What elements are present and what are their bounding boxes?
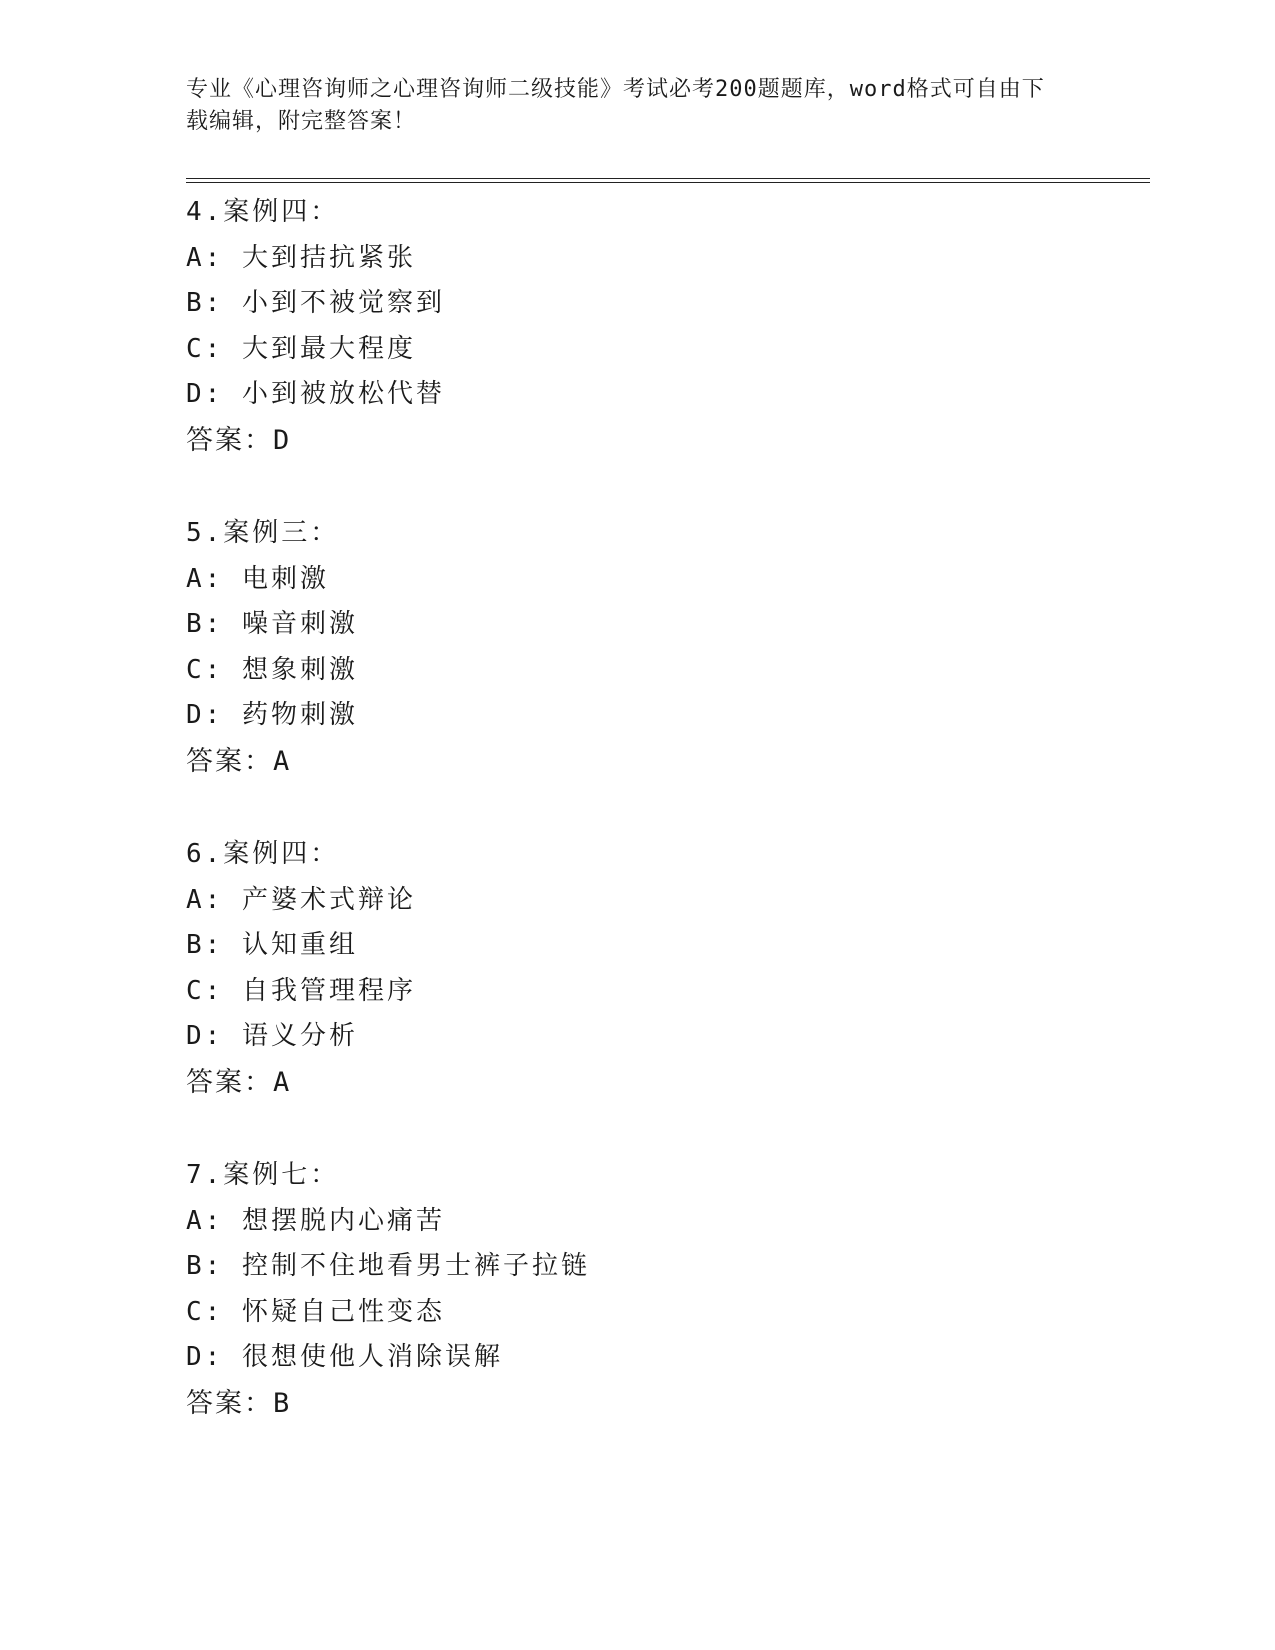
question-title: 6.案例四： [186, 839, 340, 869]
option-d: D: 小到被放松代替 [186, 379, 445, 409]
option-d: D: 语义分析 [186, 1021, 358, 1051]
question-title: 5.案例三： [186, 518, 340, 548]
header-divider-bottom [186, 182, 1150, 183]
option-d: D: 药物刺激 [186, 700, 358, 730]
answer-line [186, 1381, 1150, 1427]
answer-line [186, 418, 1150, 464]
answer-value: D [273, 424, 292, 456]
question-item [186, 511, 1150, 784]
question-item [186, 190, 1150, 463]
question-item [186, 832, 1150, 1105]
answer-value: A [273, 1066, 292, 1098]
answer-line [186, 1060, 1150, 1106]
option-a: A: 电刺激 [186, 563, 329, 594]
header-divider-top [186, 178, 1150, 179]
intro-paragraph: 专业《心理咨询师之心理咨询师二级技能》考试必考200题题库，word格式可自由下载编辑，附完整答案！ [186, 77, 1045, 134]
option-b: B: 噪音刺激 [186, 609, 358, 639]
option-b: B: 控制不住地看男士裤子拉链 [186, 1251, 590, 1281]
option-a: A: 产婆术式辩论 [186, 884, 416, 915]
option-a: A: 想摆脱内心痛苦 [186, 1205, 445, 1236]
option-c: C: 想象刺激 [186, 654, 358, 685]
option-c: C: 大到最大程度 [186, 333, 416, 364]
option-b: B: 小到不被觉察到 [186, 288, 445, 318]
question-list [186, 190, 1150, 1474]
option-a: A: 大到拮抗紧张 [186, 242, 416, 273]
answer-value: B [273, 1387, 292, 1419]
answer-label: 答案： [186, 424, 273, 456]
answer-value: A [273, 745, 292, 777]
question-title: 4.案例四： [186, 197, 340, 227]
answer-label: 答案： [186, 745, 273, 777]
answer-line [186, 739, 1150, 785]
option-c: C: 怀疑自己性变态 [186, 1296, 445, 1327]
answer-label: 答案： [186, 1066, 273, 1098]
option-d: D: 很想使他人消除误解 [186, 1342, 503, 1372]
option-b: B: 认知重组 [186, 930, 358, 960]
answer-label: 答案： [186, 1387, 273, 1419]
option-c: C: 自我管理程序 [186, 975, 416, 1006]
question-title: 7.案例七： [186, 1160, 340, 1190]
question-item [186, 1153, 1150, 1426]
